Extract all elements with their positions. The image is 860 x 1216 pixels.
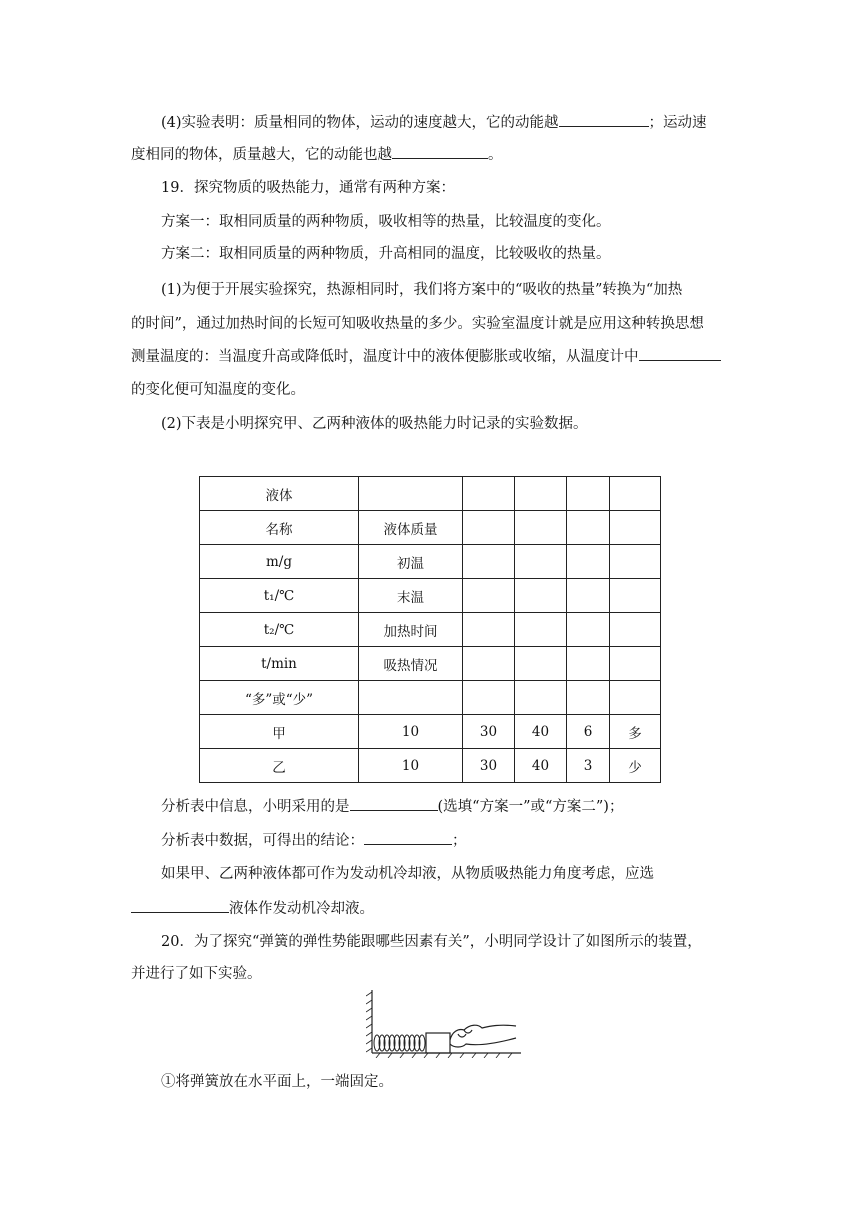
analysis-text-d: ； xyxy=(452,833,467,849)
table-cell: 10 xyxy=(359,749,463,783)
sub1-line-1: (1)为便于开展实验探究，热源相同时，我们将方案中的“吸收的热量”转换为“加热 xyxy=(161,282,683,298)
table-cell: 乙 xyxy=(200,749,359,783)
table-cell xyxy=(463,647,515,681)
table-cell xyxy=(515,647,567,681)
table-cell xyxy=(463,545,515,579)
table-row xyxy=(200,613,661,647)
analysis-line-2 xyxy=(161,830,467,851)
table-cell: 液体 xyxy=(200,477,359,511)
analysis-text-e: 液体作发动机冷却液。 xyxy=(229,901,374,917)
table-cell xyxy=(515,477,567,511)
analysis-line-1 xyxy=(161,796,623,817)
p4-text-b: ；运动速 xyxy=(648,115,707,131)
table-cell: 10 xyxy=(359,715,463,749)
question-19-title: 19．探究物质的吸热能力，通常有两种方案： xyxy=(161,180,455,196)
table-cell xyxy=(515,579,567,613)
sub1-line-3 xyxy=(131,346,721,367)
sub1-text-3: 测量温度的：当温度升高或降低时，温度计中的液体便膨胀或收缩，从温度计中 xyxy=(131,349,639,365)
table-cell xyxy=(359,477,463,511)
step-1: ①将弹簧放在水平面上，一端固定。 xyxy=(161,1074,393,1090)
table-row xyxy=(200,545,661,579)
table-cell: 加热时间 xyxy=(359,613,463,647)
analysis-text-a: 分析表中信息，小明采用的是 xyxy=(161,799,350,815)
table-cell xyxy=(515,511,567,545)
table-cell xyxy=(567,511,610,545)
table-cell xyxy=(359,681,463,715)
sub2-line: (2)下表是小明探究甲、乙两种液体的吸热能力时记录的实验数据。 xyxy=(161,416,588,432)
table-cell: t₁/℃ xyxy=(200,579,359,613)
table-cell xyxy=(610,647,661,681)
question-20-line-2: 并进行了如下实验。 xyxy=(131,966,262,982)
table-cell xyxy=(610,613,661,647)
table-cell xyxy=(610,511,661,545)
table-cell xyxy=(610,579,661,613)
table-cell xyxy=(567,613,610,647)
table-cell xyxy=(610,681,661,715)
table-cell: 6 xyxy=(567,715,610,749)
plan-one: 方案一：取相同质量的两种物质，吸收相等的热量，比较温度的变化。 xyxy=(161,214,611,230)
table-row xyxy=(200,477,661,511)
table-cell: 初温 xyxy=(359,545,463,579)
table-cell: 30 xyxy=(463,749,515,783)
sub1-line-2: 的时间”，通过加热时间的长短可知吸收热量的多少。实验室温度计就是应用这种转换思想 xyxy=(131,316,704,332)
plan-two: 方案二：取相同质量的两种物质，升高相同的温度，比较吸收的热量。 xyxy=(161,246,611,262)
answer-blank[interactable] xyxy=(364,830,452,845)
table-cell: 3 xyxy=(567,749,610,783)
table-cell xyxy=(515,681,567,715)
table-cell xyxy=(567,579,610,613)
table-cell: 少 xyxy=(610,749,661,783)
hand xyxy=(450,1025,516,1047)
table-row xyxy=(200,647,661,681)
table-cell xyxy=(463,613,515,647)
answer-blank[interactable] xyxy=(559,112,649,127)
table-cell xyxy=(463,511,515,545)
table-cell: 吸热情况 xyxy=(359,647,463,681)
table-cell: 多 xyxy=(610,715,661,749)
answer-blank[interactable] xyxy=(131,898,229,913)
table-cell xyxy=(515,545,567,579)
data-table xyxy=(199,476,661,783)
answer-blank[interactable] xyxy=(639,346,721,361)
table-cell: m/g xyxy=(200,545,359,579)
answer-blank[interactable] xyxy=(392,144,488,159)
analysis-line-3: 如果甲、乙两种液体都可作为发动机冷却液，从物质吸热能力角度考虑，应选 xyxy=(161,866,654,882)
table-row xyxy=(200,715,661,749)
p4-line-2 xyxy=(131,144,503,165)
p4-line-1 xyxy=(161,112,707,133)
table-cell xyxy=(610,477,661,511)
table-cell xyxy=(463,477,515,511)
table-cell: 30 xyxy=(463,715,515,749)
analysis-text-b: (选填“方案一”或“方案二”)； xyxy=(437,799,624,815)
p4-text-d: 。 xyxy=(488,147,503,163)
table-cell xyxy=(610,545,661,579)
table-cell: t₂/℃ xyxy=(200,613,359,647)
analysis-line-4 xyxy=(131,898,374,919)
data-table-body xyxy=(200,477,661,783)
table-cell xyxy=(567,477,610,511)
table-cell: 液体质量 xyxy=(359,511,463,545)
table-cell: 末温 xyxy=(359,579,463,613)
table-row xyxy=(200,749,661,783)
table-cell: t/min xyxy=(200,647,359,681)
table-row xyxy=(200,511,661,545)
analysis-text-c: 分析表中数据，可得出的结论： xyxy=(161,833,364,849)
p4-text-a: (4)实验表明：质量相同的物体，运动的速度越大，它的动能越 xyxy=(161,115,559,131)
table-cell xyxy=(463,579,515,613)
table-cell: 40 xyxy=(515,715,567,749)
spring-apparatus-figure xyxy=(366,988,526,1058)
answer-blank[interactable] xyxy=(350,796,438,811)
block xyxy=(426,1033,450,1053)
table-cell: “多”或“少” xyxy=(200,681,359,715)
table-row xyxy=(200,681,661,715)
table-cell xyxy=(567,647,610,681)
table-cell: 名称 xyxy=(200,511,359,545)
table-cell xyxy=(567,545,610,579)
table-row xyxy=(200,579,661,613)
sub1-line-4: 的变化便可知温度的变化。 xyxy=(131,382,305,398)
question-20-line-1: 20．为了探究“弹簧的弹性势能跟哪些因素有关”，小明同学设计了如图所示的装置， xyxy=(161,934,702,950)
table-cell xyxy=(515,613,567,647)
table-cell: 40 xyxy=(515,749,567,783)
table-cell: 甲 xyxy=(200,715,359,749)
spring xyxy=(374,1035,425,1051)
table-cell xyxy=(463,681,515,715)
table-cell xyxy=(567,681,610,715)
p4-text-c: 度相同的物体，质量越大，它的动能也越 xyxy=(131,147,392,163)
